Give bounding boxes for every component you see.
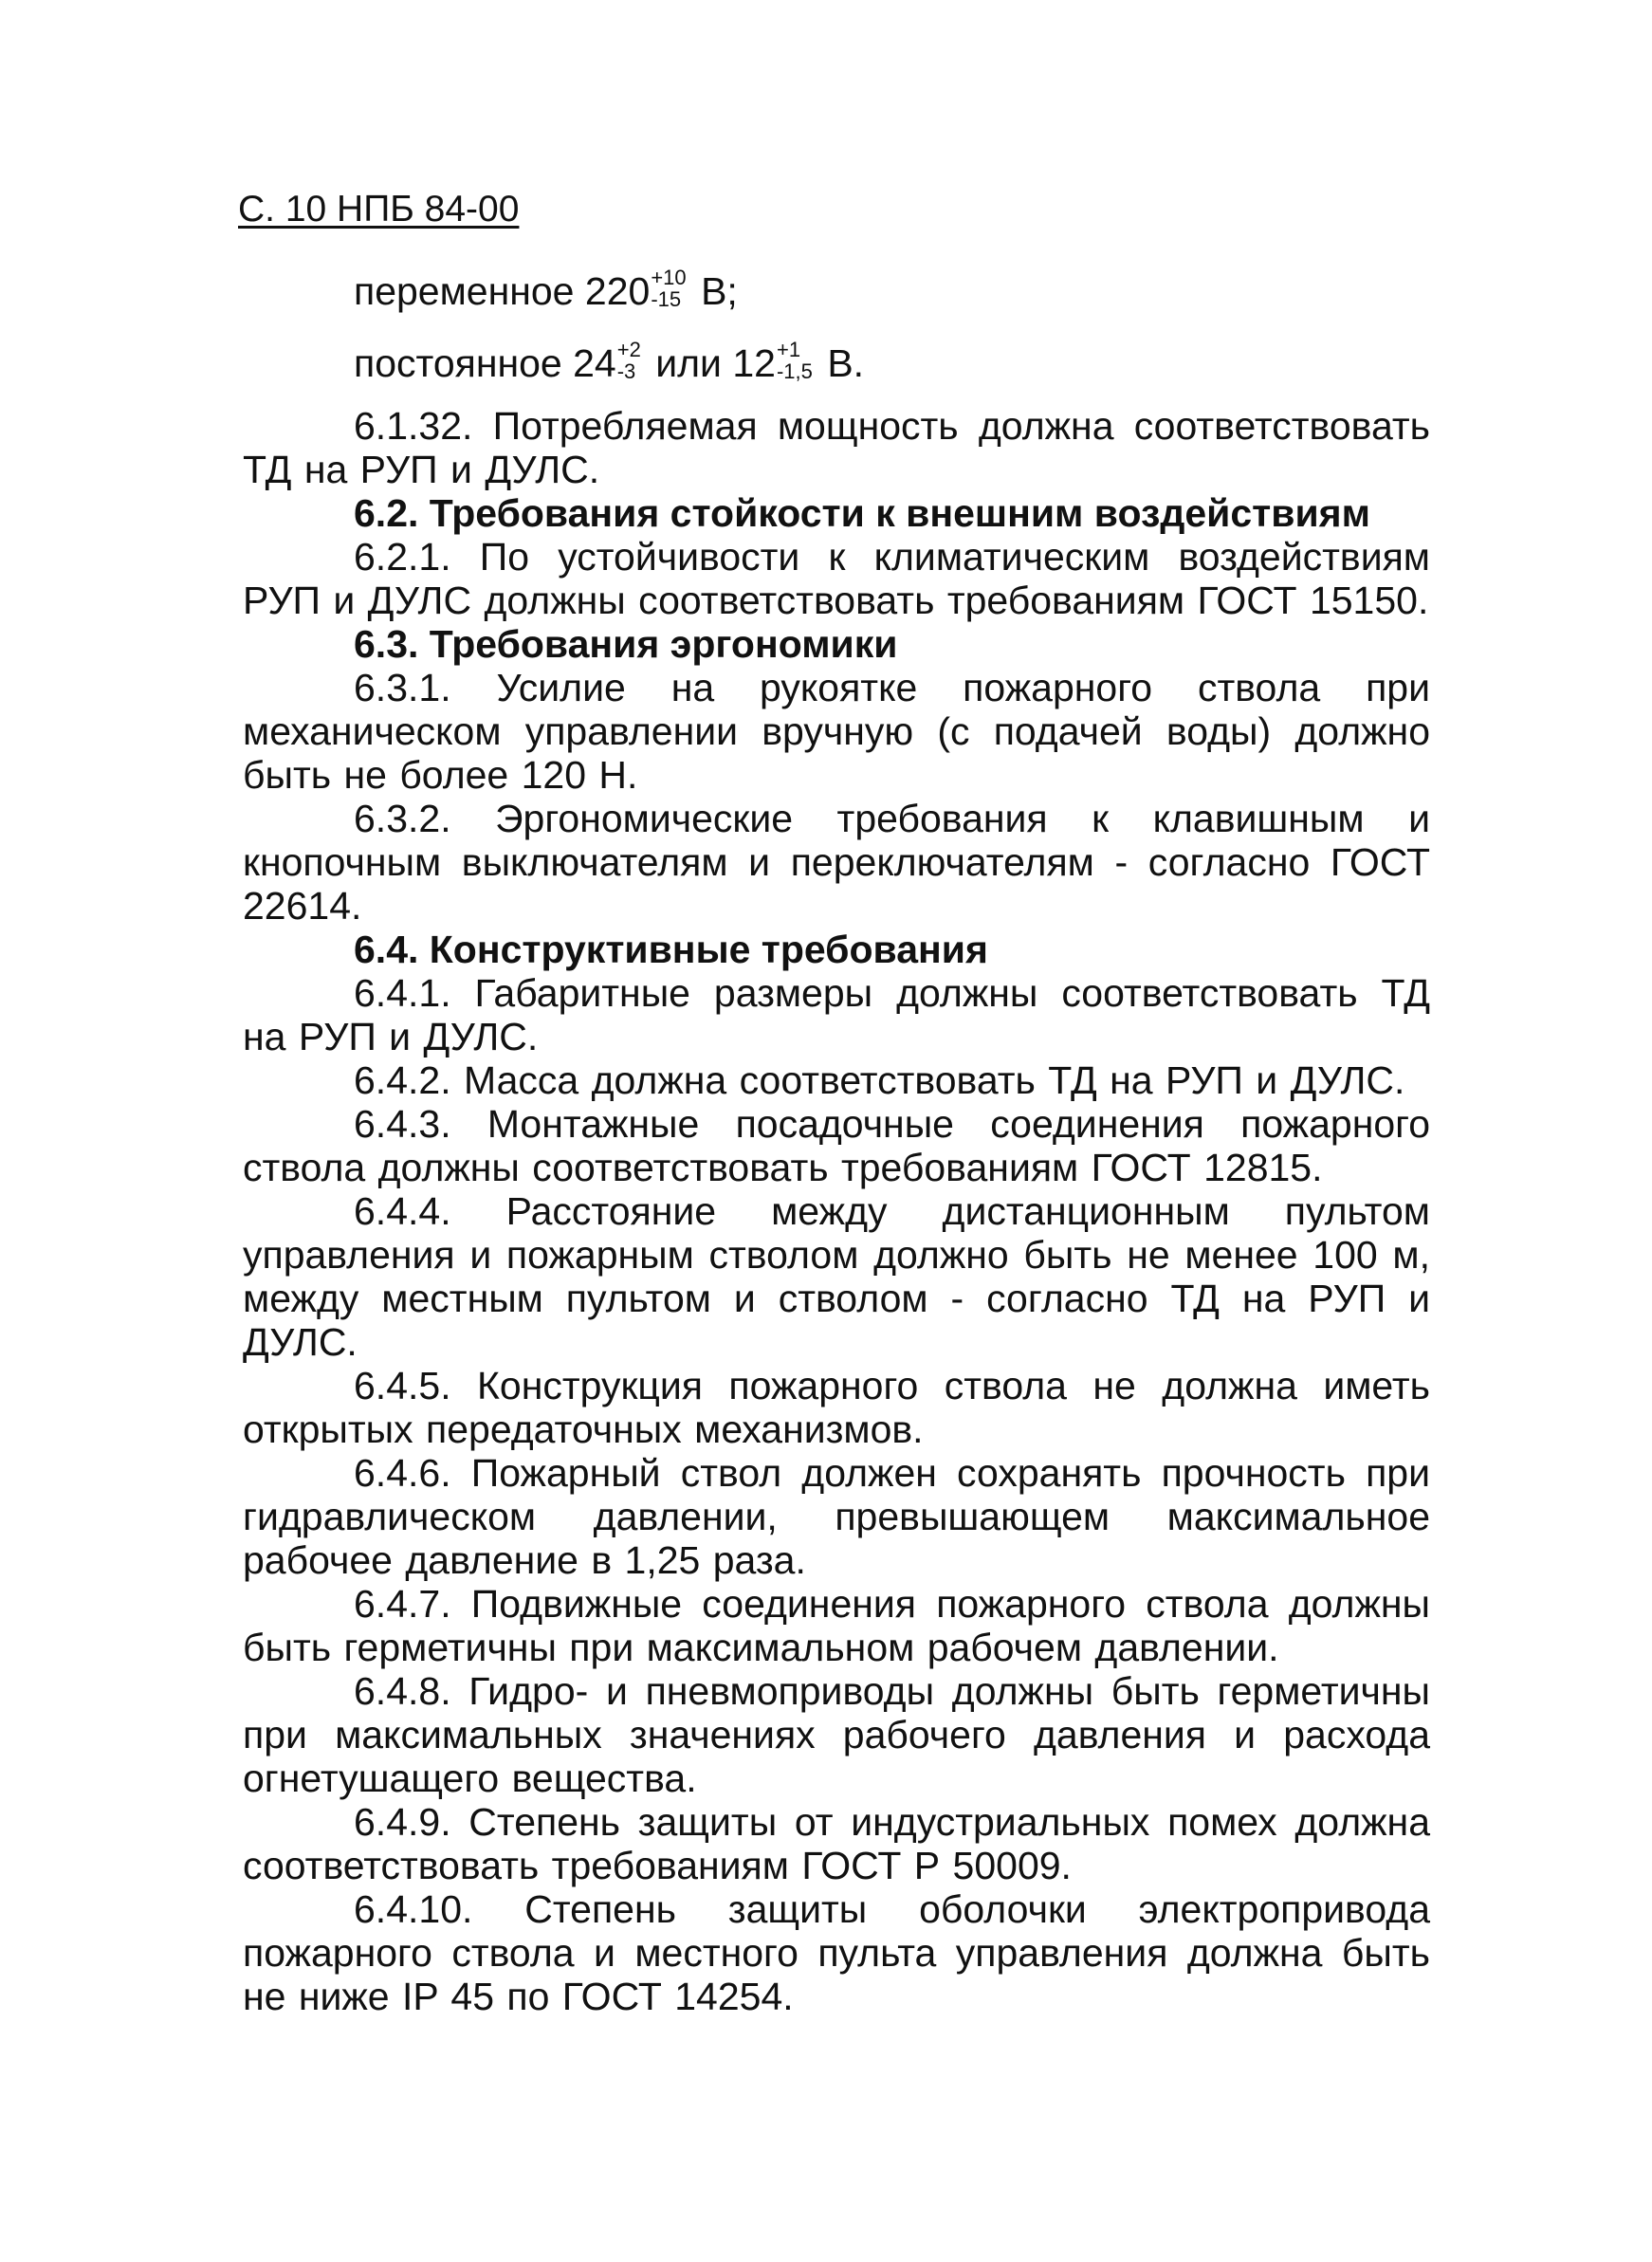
paragraph-6-4-3: 6.4.3. Монтажные посадочные соединения пожарного ствола должны соответствовать требованиям ГОСТ 12815. (243, 1102, 1430, 1189)
tol-lower: -1,5 (776, 359, 813, 383)
heading-6-4: 6.4. Конструктивные требования (354, 928, 988, 971)
paragraph-6-4-9: 6.4.9. Степень защиты от индустриальных помех должна соответствовать требованиям ГОСТ Р 50009. (243, 1800, 1430, 1887)
paragraph-6-3-2: 6.3.2. Эргономические требования к клавишным и кнопочным выключателям и переключателям - согласно ГОСТ 22614. (243, 797, 1430, 928)
heading-6-2: 6.2. Требования стойкости к внешним воздействиям (354, 491, 1370, 535)
formula-dc-label: постоянное (354, 341, 562, 385)
formula-ac-voltage (354, 267, 738, 316)
tol-upper: +1 (776, 337, 801, 361)
formula-ac-tolerance (651, 267, 686, 310)
paragraph-6-1-32: 6.1.32. Потребляемая мощность должна соответствовать ТД на РУП и ДУЛС. (243, 404, 1430, 491)
paragraph-6-2-1: 6.2.1. По устойчивости к климатическим воздействиям РУП и ДУЛС должны соответствовать требованиям ГОСТ 15150. (243, 535, 1430, 622)
paragraph-6-4-4: 6.4.4. Расстояние между дистанционным пультом управления и пожарным стволом должно быть не менее 100 м, между местным пультом и стволом - согласно ТД на РУП и ДУЛС. (243, 1189, 1430, 1364)
formula-dc-value2: 12 (732, 341, 776, 385)
paragraph-6-4-5: 6.4.5. Конструкция пожарного ствола не должна иметь открытых передаточных механизмов. (243, 1364, 1430, 1451)
paragraph-6-4-2: 6.4.2. Масса должна соответствовать ТД на РУП и ДУЛС. (354, 1058, 1405, 1102)
paragraph-6-4-8: 6.4.8. Гидро- и пневмоприводы должны быть герметичны при максимальных значениях рабочего давления и расхода огнетушащего вещества. (243, 1669, 1430, 1800)
formula-dc-voltage (354, 337, 865, 388)
formula-dc-conj: или (655, 341, 722, 385)
heading-6-3: 6.3. Требования эргономики (354, 622, 898, 666)
tol-lower: -15 (651, 286, 682, 311)
paragraph-6-4-1: 6.4.1. Габаритные размеры должны соответствовать ТД на РУП и ДУЛС. (243, 971, 1430, 1058)
page-header: С. 10 НПБ 84-00 (238, 189, 520, 230)
formula-ac-value: 220 (584, 269, 651, 313)
formula-dc-value1: 24 (573, 341, 616, 385)
formula-dc-tolerance-2 (776, 337, 813, 383)
formula-dc-unit: В. (827, 341, 865, 385)
tol-upper: +10 (651, 265, 687, 289)
formula-ac-label: переменное (354, 269, 575, 313)
paragraph-6-4-6: 6.4.6. Пожарный ствол должен сохранять прочность при гидравлическом давлении, превышающем максимальное рабочее давление в 1,25 раза. (243, 1451, 1430, 1582)
paragraph-6-4-10: 6.4.10. Степень защиты оболочки электропривода пожарного ствола и местного пульта управления должна быть не ниже IP 45 по ГОСТ 14254. (243, 1887, 1430, 2018)
paragraph-6-3-1: 6.3.1. Усилие на рукоятке пожарного ствола при механическом управлении вручную (с подачей воды) должно быть не более 120 Н. (243, 666, 1430, 797)
tol-upper: +2 (616, 337, 641, 361)
paragraph-6-4-7: 6.4.7. Подвижные соединения пожарного ствола должны быть герметичны при максимальном рабочем давлении. (243, 1582, 1430, 1669)
formula-dc-tolerance-1 (616, 337, 641, 383)
body-text (243, 404, 1430, 2018)
formula-ac-unit: В; (701, 269, 738, 313)
tol-lower: -3 (616, 359, 636, 383)
